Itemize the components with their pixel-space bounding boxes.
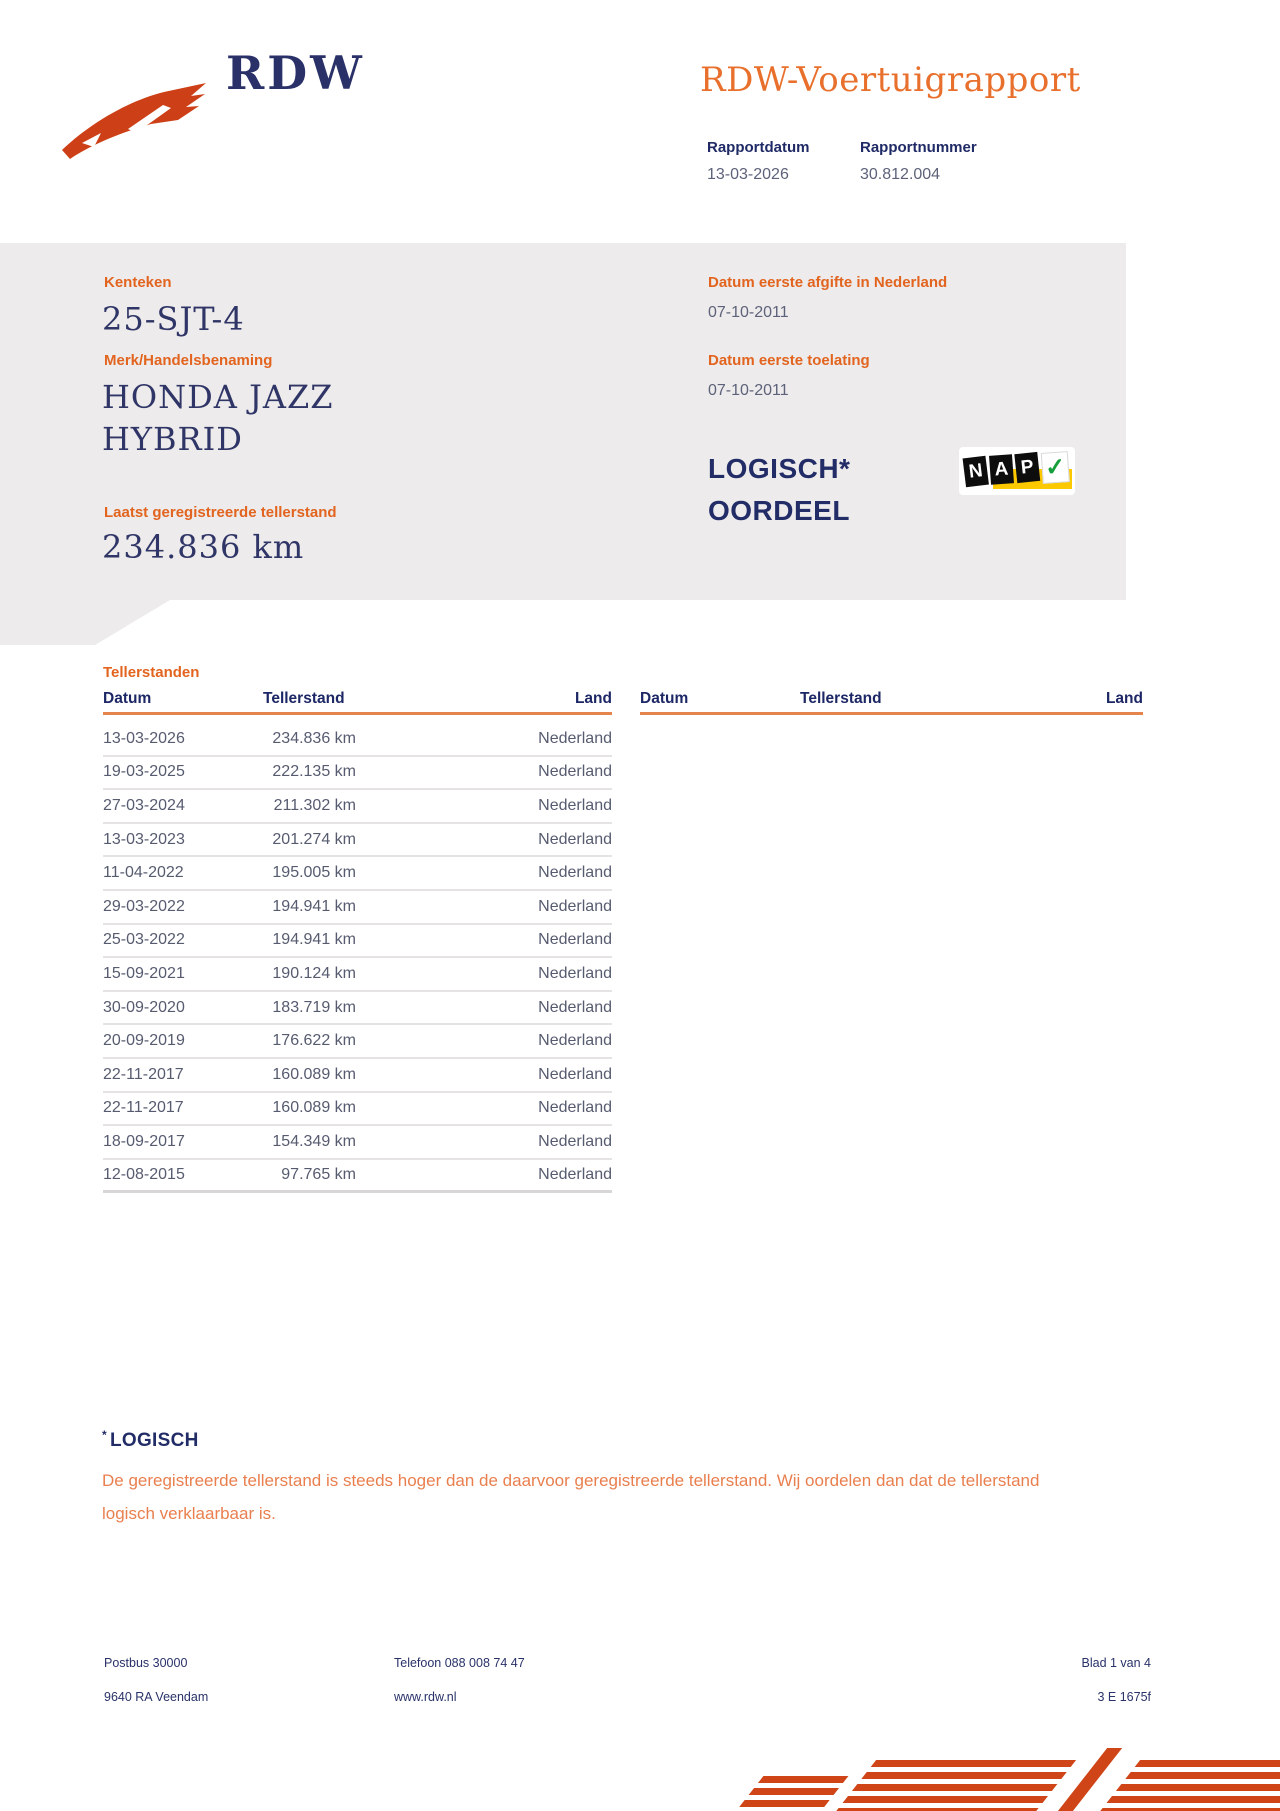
cell-datum: 13-03-2026 xyxy=(103,729,185,747)
rdw-logo-swoosh xyxy=(58,76,210,160)
column-header-tellerstand: Tellerstand xyxy=(263,690,345,707)
cell-datum: 29-03-2022 xyxy=(103,897,185,915)
cell-tellerstand: 201.274 km xyxy=(272,830,356,848)
afgifte-label: Datum eerste afgifte in Nederland xyxy=(708,274,948,291)
cell-tellerstand: 160.089 km xyxy=(272,1065,356,1083)
nap-logo xyxy=(959,447,1075,495)
table-row xyxy=(103,1025,612,1059)
footer-phone: Telefoon 088 008 74 47 xyxy=(394,1656,525,1670)
cell-tellerstand: 190.124 km xyxy=(272,964,356,982)
cell-land: Nederland xyxy=(538,1065,612,1083)
cell-tellerstand: 176.622 km xyxy=(272,1032,356,1050)
oordeel-verdict xyxy=(708,448,850,532)
footnote-title: LOGISCH xyxy=(109,1430,199,1451)
cell-tellerstand: 222.135 km xyxy=(272,763,356,781)
footer-website: www.rdw.nl xyxy=(394,1690,457,1704)
table-row xyxy=(103,1093,612,1127)
cell-datum: 18-09-2017 xyxy=(103,1132,185,1150)
cell-datum: 30-09-2020 xyxy=(103,998,185,1016)
cell-land: Nederland xyxy=(538,1166,612,1184)
table-row xyxy=(103,1126,612,1160)
table-row xyxy=(103,1059,612,1093)
oordeel-line2: OORDEEL xyxy=(708,495,850,526)
cell-datum: 22-11-2017 xyxy=(103,1099,184,1117)
cell-datum: 22-11-2017 xyxy=(103,1065,184,1083)
column-header-land: Land xyxy=(1105,690,1143,707)
cell-datum: 15-09-2021 xyxy=(103,964,185,982)
cell-tellerstand: 194.941 km xyxy=(272,897,356,915)
cell-tellerstand: 194.941 km xyxy=(272,931,356,949)
nap-checkmark-icon: ✓ xyxy=(1041,451,1070,484)
cell-land: Nederland xyxy=(538,830,612,848)
cell-datum: 20-09-2019 xyxy=(103,1032,185,1050)
cell-datum: 13-03-2023 xyxy=(103,830,185,848)
footer-doc-code: 3 E 1675f xyxy=(1097,1690,1151,1704)
footnote-text: De geregistreerde tellerstand is steeds hoger dan de daarvoor geregistreerde tellerstand. Wij oordelen dan dat de tellerstand logisch verklaarbaar is. xyxy=(102,1471,1040,1523)
cell-tellerstand: 97.765 km xyxy=(281,1166,356,1184)
column-header-datum: Datum xyxy=(640,690,689,707)
table-row xyxy=(103,723,612,757)
merk-label: Merk/Handelsbenaming xyxy=(104,352,273,369)
rdw-logo-wordmark: RDW xyxy=(226,46,365,100)
cell-tellerstand: 154.349 km xyxy=(272,1132,356,1150)
footnote-heading xyxy=(102,1428,199,1452)
odometer-table-right xyxy=(640,690,1143,715)
odometer-table-left xyxy=(103,690,612,1193)
table-row xyxy=(103,958,612,992)
nap-letter-n: N xyxy=(963,456,989,488)
cell-tellerstand: 195.005 km xyxy=(272,864,356,882)
cell-datum: 25-03-2022 xyxy=(103,931,185,949)
table-header-row xyxy=(103,690,612,715)
toelating-value: 07-10-2011 xyxy=(708,382,789,399)
merk-value-line1: HONDA JAZZ xyxy=(102,378,334,416)
cell-land: Nederland xyxy=(538,998,612,1016)
kenteken-value: 25-SJT-4 xyxy=(102,300,245,338)
report-number-label: Rapportnummer xyxy=(860,139,977,156)
afgifte-value: 07-10-2011 xyxy=(708,304,789,321)
cell-land: Nederland xyxy=(538,931,612,949)
table-title: Tellerstanden xyxy=(103,664,200,681)
cell-land: Nederland xyxy=(538,897,612,915)
table-body xyxy=(103,723,612,1193)
table-header-row xyxy=(640,690,1143,715)
tellerstand-value: 234.836 km xyxy=(102,528,305,566)
cell-tellerstand: 234.836 km xyxy=(272,729,356,747)
kenteken-label: Kenteken xyxy=(104,274,172,291)
cell-land: Nederland xyxy=(538,1132,612,1150)
cell-datum: 19-03-2025 xyxy=(103,763,185,781)
cell-land: Nederland xyxy=(538,1032,612,1050)
cell-tellerstand: 211.302 km xyxy=(273,796,356,814)
cell-datum: 11-04-2022 xyxy=(103,864,184,882)
rdw-decorative-stripe-pattern xyxy=(740,1756,1280,1811)
cell-land: Nederland xyxy=(538,763,612,781)
report-number-value: 30.812.004 xyxy=(860,166,941,183)
column-header-tellerstand: Tellerstand xyxy=(800,690,882,707)
cell-land: Nederland xyxy=(538,796,612,814)
cell-land: Nederland xyxy=(538,864,612,882)
oordeel-line1: LOGISCH* xyxy=(708,453,851,484)
table-row xyxy=(103,857,612,891)
cell-datum: 27-03-2024 xyxy=(103,796,185,814)
cell-tellerstand: 183.719 km xyxy=(272,998,356,1016)
table-row xyxy=(103,925,612,959)
table-row xyxy=(103,891,612,925)
column-header-land: Land xyxy=(574,690,612,707)
column-header-datum: Datum xyxy=(103,690,152,707)
table-row xyxy=(103,1160,612,1194)
cell-tellerstand: 160.089 km xyxy=(272,1099,356,1117)
table-row xyxy=(103,824,612,858)
merk-value-line2: HYBRID xyxy=(102,420,243,458)
cell-land: Nederland xyxy=(538,729,612,747)
footer-address-line2: 9640 RA Veendam xyxy=(104,1690,209,1704)
table-row xyxy=(103,790,612,824)
cell-land: Nederland xyxy=(538,964,612,982)
footer-page-number: Blad 1 van 4 xyxy=(1081,1656,1151,1670)
nap-letter-a: A xyxy=(989,454,1014,485)
toelating-label: Datum eerste toelating xyxy=(708,352,870,369)
table-row xyxy=(103,992,612,1026)
tellerstand-label: Laatst geregistreerde tellerstand xyxy=(104,504,337,521)
page-title: RDW-Voertuigrapport xyxy=(700,60,1081,100)
report-date-label: Rapportdatum xyxy=(707,139,810,156)
table-row xyxy=(103,757,612,791)
footnote-asterisk: * xyxy=(102,1428,107,1442)
cell-datum: 12-08-2015 xyxy=(103,1166,185,1184)
cell-land: Nederland xyxy=(538,1099,612,1117)
footer-address-line1: Postbus 30000 xyxy=(104,1656,188,1670)
report-date-value: 13-03-2026 xyxy=(707,166,789,183)
nap-letter-p: P xyxy=(1014,452,1040,483)
